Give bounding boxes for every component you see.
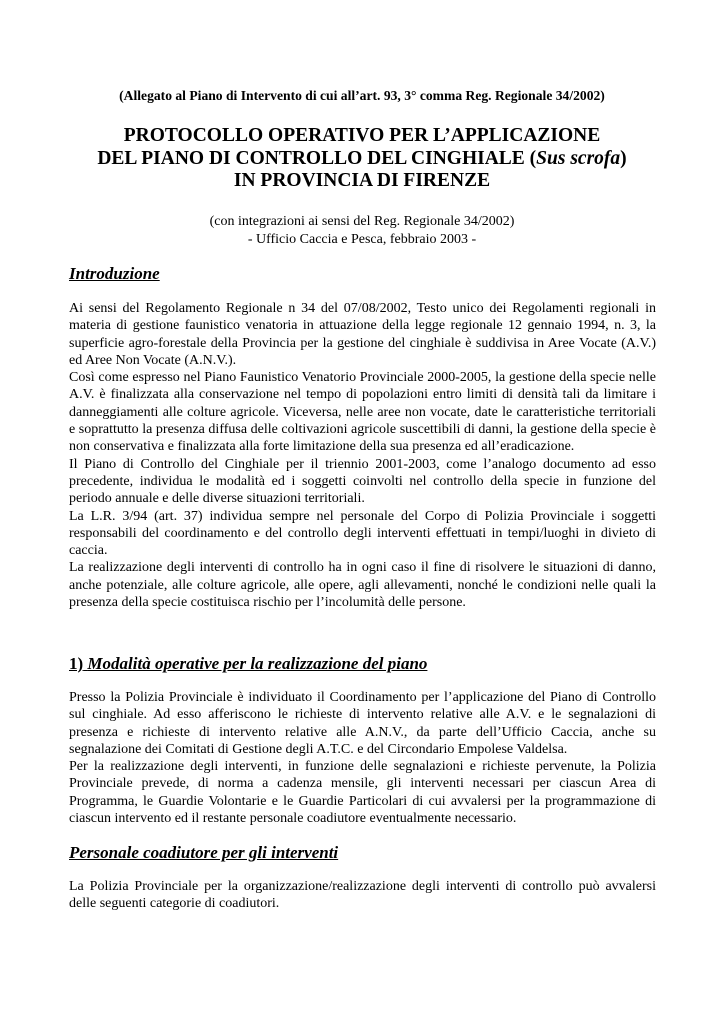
title-line-2-post: ) — [620, 147, 627, 169]
section-heading-modalita — [69, 654, 427, 674]
paragraph: Così come espresso nel Piano Faunistico Venatorio Provinciale 2000-2005, la gestione della specie nelle A.V. è finalizzata alla conservazione nel tempo di popolazioni entro limiti di densità tali da limitare i danneggiamenti alle colture agricole. Viceversa, nelle aree non vocate, date le caratteristiche territoriali e soprattutto la presenza diffusa delle coltivazioni agricole suscettibili di danni, la gestione della specie è non conservativa e finalizzata alla forte limitazione della sua presenza ed all’eradicazione. — [69, 370, 656, 455]
species-name: Sus scrofa — [536, 147, 621, 169]
subtitle-line-1: (con integrazioni ai sensi del Reg. Regionale 34/2002) — [209, 214, 515, 229]
paragraph: Il Piano di Controllo del Cinghiale per il triennio 2001-2003, come l’analogo documento ad esso precedente, individua le modalità ed i soggetti coinvolti nel controllo della specie in funzione del periodo annuale e delle diverse situazioni territoriali. — [69, 456, 656, 507]
paragraph: La L.R. 3/94 (art. 37) individua sempre nel personale del Corpo di Polizia Provinciale i soggetti responsabili del coordinamento e del controllo degli interventi effettuati in tempi/luoghi in divieto di caccia. — [69, 508, 656, 559]
title-line-3: IN PROVINCIA DI FIRENZE — [233, 170, 491, 191]
title-line-2 — [0, 148, 724, 171]
paragraph: La realizzazione degli interventi di controllo ha in ogni caso il fine di risolvere le situazioni di danno, anche potenziale, alle colture agricole, alle opere, agli allevamenti, nonché le condizioni nelle quali la presenza della specie costituisca rischio per l’incolumità delle persone. — [69, 560, 656, 611]
document-title — [0, 125, 724, 193]
paragraph: Ai sensi del Regolamento Regionale n 34 del 07/08/2002, Testo unico dei Regolamenti regionali in materia di gestione faunistico venatoria in attuazione della legge regionale 12 gennaio 1994, n. 3, la superficie agro-forestale della Provincia per la gestione del cinghiale è suddivisa in Aree Vocate (A.V.) ed Aree Non Vocate (A.N.V.). — [69, 301, 656, 368]
subtitle-line-2: - Ufficio Caccia e Pesca, febbraio 2003 - — [247, 231, 477, 247]
section-title: Modalità operative per la realizzazione del piano — [87, 654, 428, 673]
attachment-note: (Allegato al Piano di Intervento di cui all’art. 93, 3° comma Reg. Regionale 34/2002) — [119, 88, 605, 103]
introduzione-body — [69, 300, 656, 611]
paragraph: Per la realizzazione degli interventi, in funzione delle segnalazioni e richieste pervenute, la Polizia Provinciale prevede, di norma a cadenza mensile, gli interventi necessari per ciascun Area di Programma, le Guardie Volontarie e le Guardie Particolari di cui avvalersi per la programmazione di ciascun intervento ed il restante personale coadiutore eventualmente necessario. — [69, 759, 656, 827]
modalita-body — [69, 689, 656, 827]
title-line-2-pre: DEL PIANO DI CONTROLLO DEL CINGHIALE ( — [97, 147, 537, 169]
paragraph: Presso la Polizia Provinciale è individuato il Coordinamento per l’applicazione del Piano di Controllo sul cinghiale. Ad esso afferiscono le richieste di intervento relative alle A.V. e le segnalazioni di presenza e richieste di intervento relative alle A.N.V., da parte dell’Ufficio Caccia, anche su segnalazione dei Comitati di Gestione degli A.T.C. e del Circondario Empolese Valdelsa. — [69, 690, 656, 757]
title-line-1: PROTOCOLLO OPERATIVO PER L’APPLICAZIONE — [123, 125, 601, 146]
section-heading-introduzione: Introduzione — [69, 264, 160, 283]
paragraph: La Polizia Provinciale per la organizzazione/realizzazione degli interventi di controllo può avvalersi delle seguenti categorie di coadiutori. — [69, 879, 656, 912]
personale-body — [69, 878, 656, 913]
section-heading-personale: Personale coadiutore per gli interventi — [69, 843, 339, 862]
section-number: 1) — [69, 654, 84, 673]
document-subtitle — [0, 213, 724, 248]
